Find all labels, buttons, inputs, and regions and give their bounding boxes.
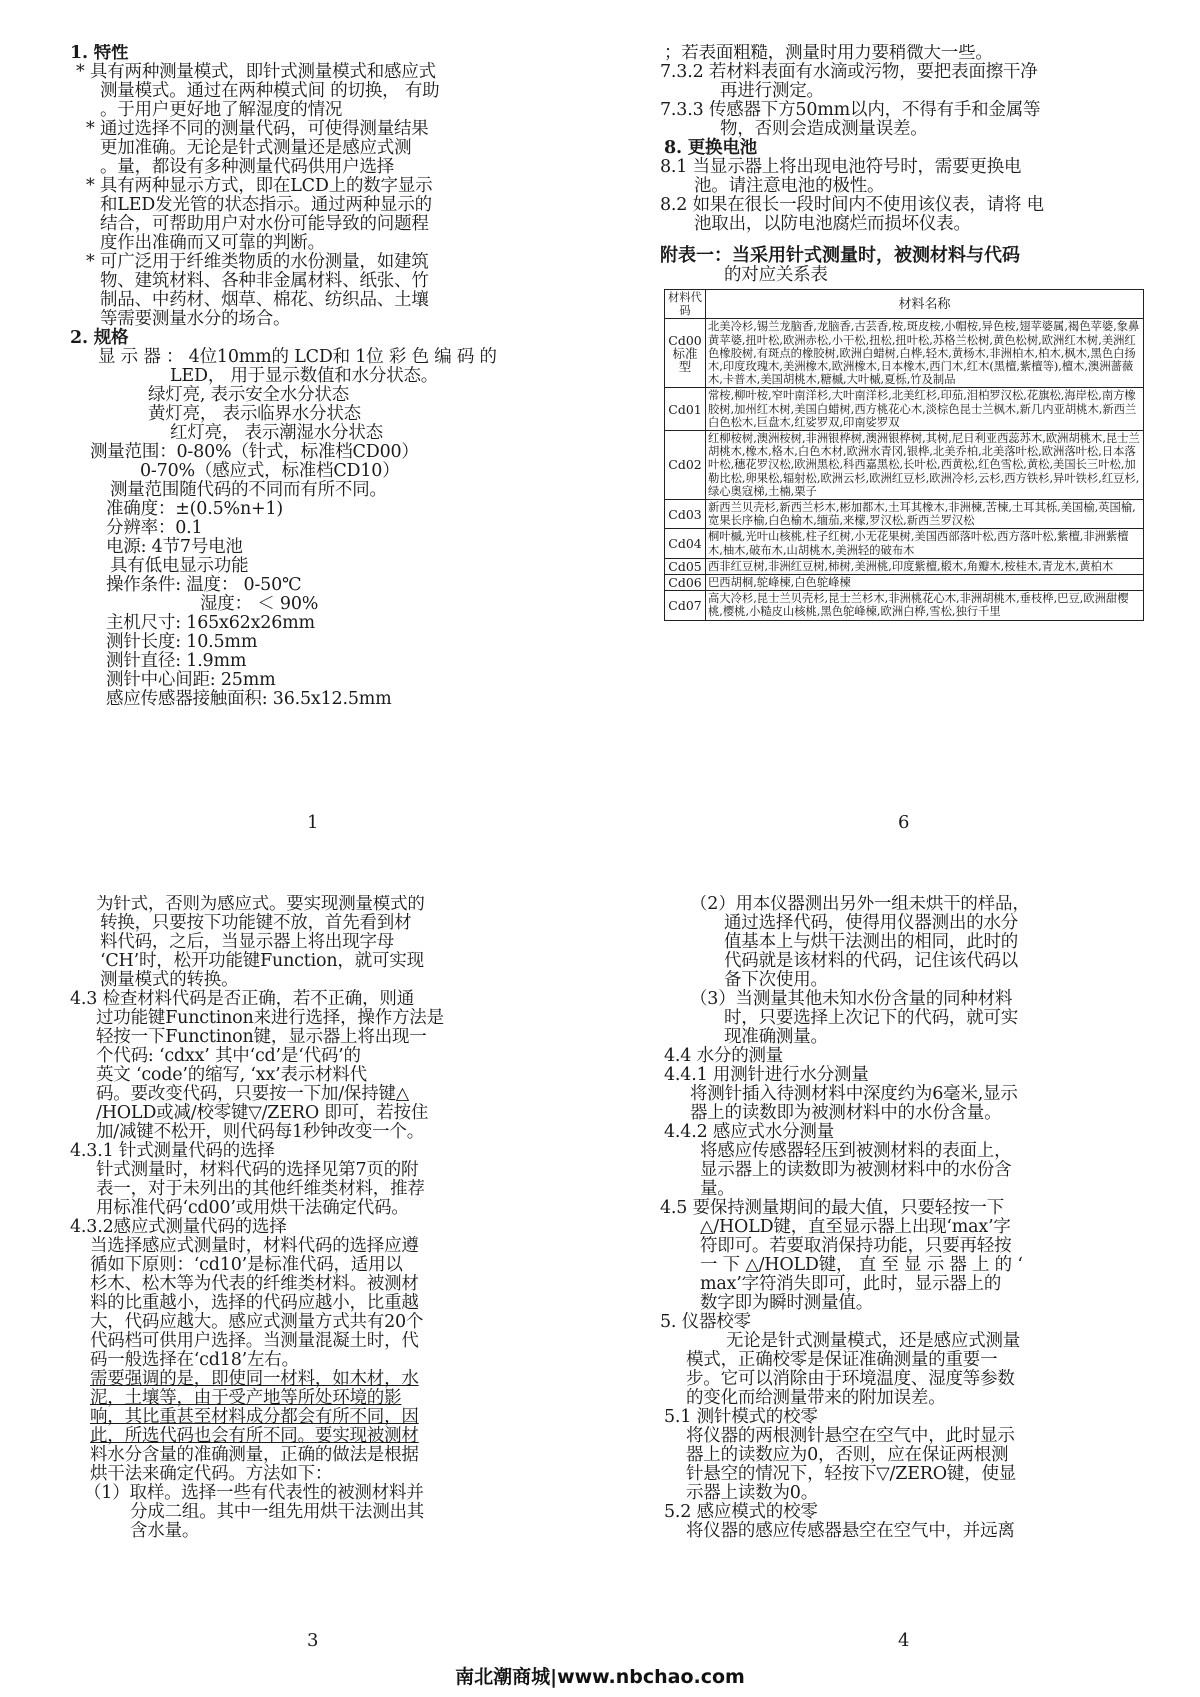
page3-line: 4.3 检查材料代码是否正确，若不正确，则通 [70,989,414,1009]
page1-line: 。量，都设有多种测量代码供用户选择 [100,157,395,177]
page6-line: 7.3.3 传感器下方50mm以内，不得有手和金属等 [660,100,1041,120]
material-code: Cd07 [665,591,706,620]
page-number-3: 3 [307,1630,319,1651]
page4-line: 现准确测量。 [724,1027,828,1047]
page4-line: 器上的读数即为被测材料中的水份含量。 [690,1103,1002,1123]
material-names: 高大冷杉,昆士兰贝壳杉,昆士兰杉木,非洲桃花心木,非洲胡桃木,垂枝桦,巴豆,欧洲甜樱桃,樱桃,小糙皮山核桃,黑色鸵峰楝,欧洲白桦,雪松,独行千里 [706,591,1144,620]
page3-line: 代码档可供用户选择。当测量混凝土时，代 [90,1331,419,1351]
page1-line: 测针中心间距: 25mm [106,670,276,690]
page4-line: 示器上读数为0。 [686,1483,819,1503]
page1-line: 结合，可帮助用户对水份可能导致的问题程 [100,214,429,234]
material-code: Cd06 [665,575,706,591]
page3-line: 料代码，之后，当显示器上将出现字母 [100,932,395,952]
page4-line: 模式，正确校零是保证准确测量的重要一 [686,1350,998,1370]
page3-line: 码一般选择在‘cd18’左右。 [90,1350,299,1370]
table-row [665,388,1144,431]
page1-line: 测量范围：0-80%（针式，标准档CD00） [90,442,419,462]
material-names: 巴西胡桐,鸵峰楝,白色鸵峰楝 [706,575,1144,591]
page4-line: 通过选择代码，使得用仪器测出的水分 [724,913,1019,933]
page1-line: 红灯亮， 表示潮湿水分状态 [170,423,383,443]
table-row [665,319,1144,388]
page3-line: /HOLD或减/校零键▽/ZERO 即可，若按住 [96,1103,429,1123]
page4-line: 显示器上的读数即为被测材料中的水份含 [700,1160,1012,1180]
page6-line: 8.2 如果在很长一段时间内不使用该仪表，请将 电 [660,195,1044,215]
page3-line: 分成二组。其中一组先用烘干法测出其 [130,1502,425,1522]
page4-line: 符即可。若要取消保持功能，只要再轻按 [700,1236,1012,1256]
page1-line: 等需要测量水分的场合。 [100,309,291,329]
page4-line: 4.4 水分的测量 [664,1046,784,1066]
page3-line: （1）取样。选择一些有代表性的被测材料并 [84,1483,424,1503]
page4-line: 数字即为瞬时测量值。 [700,1293,873,1313]
page4-line: 5. 仪器校零 [660,1312,751,1332]
page1-line: LED， 用于显示数值和水分状态。 [170,366,439,386]
material-names: 北美冷杉,锡兰龙脑香,龙脑香,古芸香,桉,斑皮桉,小帽桉,异色桉,翅苹婆属,褐色苹婆,象鼻黄苹婆,扭叶松,欧洲赤松,小干松,扭松,扭叶松,苏格兰松树,黄色松树,欧洲红木树,美洲红色橡胶树,有斑点的橡胶树,欧洲白蜡树,白桦,轻木,黄杨木,非洲柏木,柏木,枫木,黑色白扬木,印度玫瑰木,美洲橡木,欧洲橡木,日本橡木,西门木,红木(黑檀,紫檀等),檀木,澳洲蔷薇木,卡普木,美国胡桃木,糖槭,大叶槭,夏栎,竹及制品 [706,319,1144,388]
page1-line: 准确度：±(0.5%n+1) [106,499,284,519]
page3-line: 用标准代码‘cd00’或用烘干法确定代码。 [96,1198,409,1218]
page3-line: 大，代码应越大。感应式测量方式共有20个 [90,1312,424,1332]
material-code: Cd01 [665,388,706,431]
page4-line: 4.4.1 用测针进行水分测量 [664,1065,869,1085]
page4-line: 无论是针式测量模式，还是感应式测量 [726,1331,1021,1351]
page3-line: 4.3.2感应式测量代码的选择 [70,1217,287,1237]
page-3 [70,895,570,1655]
page1-line: 湿度： ＜ 90% [200,594,319,614]
page4-line: 量。 [700,1179,735,1199]
material-code: Cd00标准型 [665,319,706,388]
table-row [665,431,1144,500]
page4-line: 将测针插入待测材料中深度约为6毫米,显示 [690,1084,1018,1104]
page6-line: 池。请注意电池的极性。 [694,176,885,196]
page4-line: 5.1 测针模式的校零 [664,1407,818,1427]
page1-line: 0-70%（感应式，标准档CD10） [140,461,400,481]
page4-line: （2）用本仪器测出另外一组未烘干的样品， [690,895,1030,914]
page4-line: △/HOLD键，直至显示器上出现‘max’字 [700,1217,1011,1237]
page3-line: 英文 ‘code’的缩写, ‘xx’表示材料代 [96,1065,367,1085]
page4-line: max’字符消失即可，此时，显示器上的 [700,1274,1002,1294]
material-code-table [664,289,1144,621]
page4-line: 备下次使用。 [724,970,828,990]
page3-line: 为针式，否则为感应式。要实现测量模式的 [96,895,425,914]
page-1 [70,44,570,844]
page3-line: 料的比重越小，选择的代码应越小，比重越 [90,1293,419,1313]
table-row [665,591,1144,620]
material-names: 新西兰贝壳杉,新西兰杉木,彬加都木,土耳其橡木,非洲楝,苦楝,土耳其栎,美国榆,英国榆,宽果长序榆,白色榆木,缅茄,来檬,罗汉松,新西兰罗汉松 [706,500,1144,529]
page1-line: * 具有两种显示方式，即在LCD上的数字显示 [86,176,433,196]
header-name: 材料名称 [706,290,1144,319]
page6-line: 池取出，以防电池腐烂而损坏仪表。 [694,214,971,234]
page4-line: 代码就是该材料的代码，记住该代码以 [724,951,1019,971]
page1-line: 操作条件: 温度： 0-50℃ [106,575,302,595]
page3-line: 烘干法来确定代码。方法如下： [90,1464,333,1484]
page1-line: 感应传感器接触面积: 36.5x12.5mm [106,689,392,709]
page3-line: 针式测量时，材料代码的选择见第7页的附 [96,1160,419,1180]
page1-line: 黄灯亮， 表示临界水分状态 [148,404,361,424]
page3-line: 此，所选代码也会有所不同。要实现被测材 [90,1426,419,1446]
page-6 [660,44,1160,844]
page-number-6: 6 [898,812,910,833]
page4-line: 将仪器的感应传感器悬空在空气中，并远离 [686,1521,1015,1541]
page3-line: 过功能键Functinon来进行选择，操作方法是 [96,1008,444,1028]
page6-line: 物，否则会造成测量误差。 [720,119,928,139]
page3-line: 码。要改变代码，只要按一下加/保持键△ [96,1084,410,1104]
page3-line: ‘CH’时，松开功能键Function，就可实现 [100,951,424,971]
page3-line: 料水分含量的准确测量，正确的做法是根据 [90,1445,419,1465]
table-row [665,558,1144,574]
page4-line: 将感应传感器轻压到被测材料的表面上， [700,1141,1012,1161]
page3-line: 测量模式的转换。 [100,970,239,990]
page6-line: ；若表面粗糙，测量时用力要稍微大一些。 [664,44,993,63]
table-header-row [665,290,1144,319]
header-code: 材料代码 [665,290,706,319]
material-code: Cd04 [665,529,706,558]
page4-line: 一 下 △/HOLD键， 直 至 显 示 器 上 的 ‘ [700,1255,1023,1275]
page1-line: 2. 规格 [70,328,129,348]
page1-line: 制品、中药材、烟草、棉花、纺织品、土壤 [100,290,429,310]
page4-line: 的变化而给测量带来的附加误差。 [686,1388,946,1408]
page3-line: 转换，只要按下功能键不放，首先看到材 [100,913,412,933]
page1-line: 电源: 4节7号电池 [106,537,243,557]
page-4 [660,895,1160,1655]
page4-line: 步。它可以消除由于环境温度、湿度等参数 [686,1369,1015,1389]
page4-line: 针悬空的情况下，轻按下▽/ZERO键，使显 [686,1464,1017,1484]
material-code: Cd02 [665,431,706,500]
page1-line: 物、建筑材料、各种非金属材料、纸张、竹 [100,271,429,291]
page6-line: 再进行测定。 [720,81,824,101]
material-names: 红柳桉树,澳洲桉树,非洲银桦树,澳洲银桦树,其树,尼日利亚西蕊苏木,欧洲胡桃木,昆士兰胡桃木,橡木,格木,白色木材,欧洲水青冈,银桦,北美乔柏,北美落叶松,欧洲落叶松,日本落叶松,穗花罗汉松,欧洲黑松,科西嘉黑松,长叶松,西黄松,红色雪松,黄松,美国长三叶松,加勒比松,卵果松,辐射松,欧洲云杉,欧洲红豆杉,欧洲冷杉,云杉,西方铁杉,异叶铁杉,红豆杉,绿心奥寇梯,土楠,栗子 [706,431,1144,500]
page3-line: 泥，土壤等，由于受产地等所处环境的影 [90,1388,402,1408]
page4-line: 5.2 感应模式的校零 [664,1502,818,1522]
page1-line: 具有低电显示功能 [110,556,249,576]
page4-line: 将仪器的两根测针悬空在空气中，此时显示 [686,1426,1015,1446]
table-title: 附表一：当采用针式测量时，被测材料与代码 [660,245,1020,266]
table-row [665,575,1144,591]
table-row [665,529,1144,558]
page1-line: 测针直径: 1.9mm [106,651,247,671]
page1-line: 测针长度: 10.5mm [106,632,258,652]
page3-line: 含水量。 [130,1521,200,1541]
material-names: 桐叶槭,光叶山核桃,柱子红树,小无花果树,美国西部落叶松,西方落叶松,紫檀,非洲紫檀木,柚木,破布木,山胡桃木,美洲轻的破布木 [706,529,1144,558]
page1-line: 测量模式。通过在两种模式间 的切换， 有助 [100,81,440,101]
table-title-continued: 的对应关系表 [724,265,828,285]
site-footer: 南北潮商城|www.nbchao.com [455,1666,745,1688]
page1-line: 度作出准确而又可靠的判断。 [100,233,325,253]
page1-line: * 可广泛用于纤维类物质的水份测量，如建筑 [86,252,429,272]
page3-line: 杉木、松木等为代表的纤维类材料。被测材 [90,1274,419,1294]
material-names: 西非红豆树,非洲红豆树,柿树,美洲桃,印度紫檀,椴木,角瓣木,桉桂木,青龙木,黄柏木 [706,558,1144,574]
page3-line: 循如下原则：‘cd10’是标准代码，适用以 [90,1255,403,1275]
page3-line: 加/减键不松开，则代码每1秒钟改变一个。 [96,1122,425,1142]
page1-line: 更加准确。无论是针式测量还是感应式测 [100,138,412,158]
page1-line: * 通过选择不同的测量代码，可使得测量结果 [86,119,429,139]
page3-line: 4.3.1 针式测量代码的选择 [70,1141,275,1161]
page1-line: 显 示 器 ： 4位10mm的 LCD和 1位 彩 色 编 码 的 [98,347,497,367]
material-names: 常桉,柳叶桉,窄叶南洋杉,大叶南洋杉,北美红杉,印茄,泪柏罗汉松,花旗松,海岸松,南方橡胶树,加州红木树,美国白蜡树,西方桃花心木,淡棕色昆士兰枫木,新几内亚胡桃木,新西兰白色松木,巨盘木,红娑罗双,印南娑罗双 [706,388,1144,431]
material-code: Cd03 [665,500,706,529]
page1-line: 测量范围随代码的不同而有所不同。 [110,480,387,500]
page3-line: 响，其比重甚至材料成分都会有所不同，因 [90,1407,419,1427]
page1-line: 。于用户更好地了解湿度的情况 [100,100,343,120]
page3-line: 轻按一下Functinon键，显示器上将出现一 [96,1027,427,1047]
page4-line: 器上的读数应为0，否则，应在保证两根测 [686,1445,1009,1465]
page1-line: 1. 特性 [70,44,129,63]
material-code: Cd05 [665,558,706,574]
page3-line: 当选择感应式测量时，材料代码的选择应遵 [90,1236,419,1256]
page-number-4: 4 [898,1630,910,1651]
page6-line: 8. 更换电池 [664,138,757,158]
page1-line: 主机尺寸: 165x62x26mm [106,613,315,633]
page-number-1: 1 [307,812,319,833]
page4-line: （3）当测量其他未知水份含量的同种材料 [690,989,1013,1009]
page4-line: 时，只要选择上次记下的代码，就可实 [724,1008,1019,1028]
table-row [665,500,1144,529]
page4-line: 4.4.2 感应式水分测量 [664,1122,834,1142]
page1-line: 绿灯亮, 表示安全水分状态 [148,385,350,405]
page1-line: * 具有两种测量模式，即针式测量模式和感应式 [76,62,436,82]
page4-line: 值基本上与烘干法测出的相同，此时的 [724,932,1019,952]
page3-line: 个代码: ‘cdxx’ 其中‘cd’是‘代码’的 [96,1046,361,1066]
page6-line: 8.1 当显示器上将出现电池符号时，需要更换电 [660,157,1022,177]
page1-line: 分辨率：0.1 [106,518,203,538]
page3-line: 需要强调的是，即使同一材料，如木材，水 [90,1369,419,1389]
page1-line: 和LED发光管的状态指示。通过两种显示的 [100,195,432,215]
page6-line: 7.3.2 若材料表面有水滴或污物，要把表面擦干净 [660,62,1038,82]
page3-line: 表一，对于未列出的其他纤维类材料，推荐 [96,1179,425,1199]
page4-line: 4.5 要保持测量期间的最大值，只要轻按一下 [660,1198,1004,1218]
